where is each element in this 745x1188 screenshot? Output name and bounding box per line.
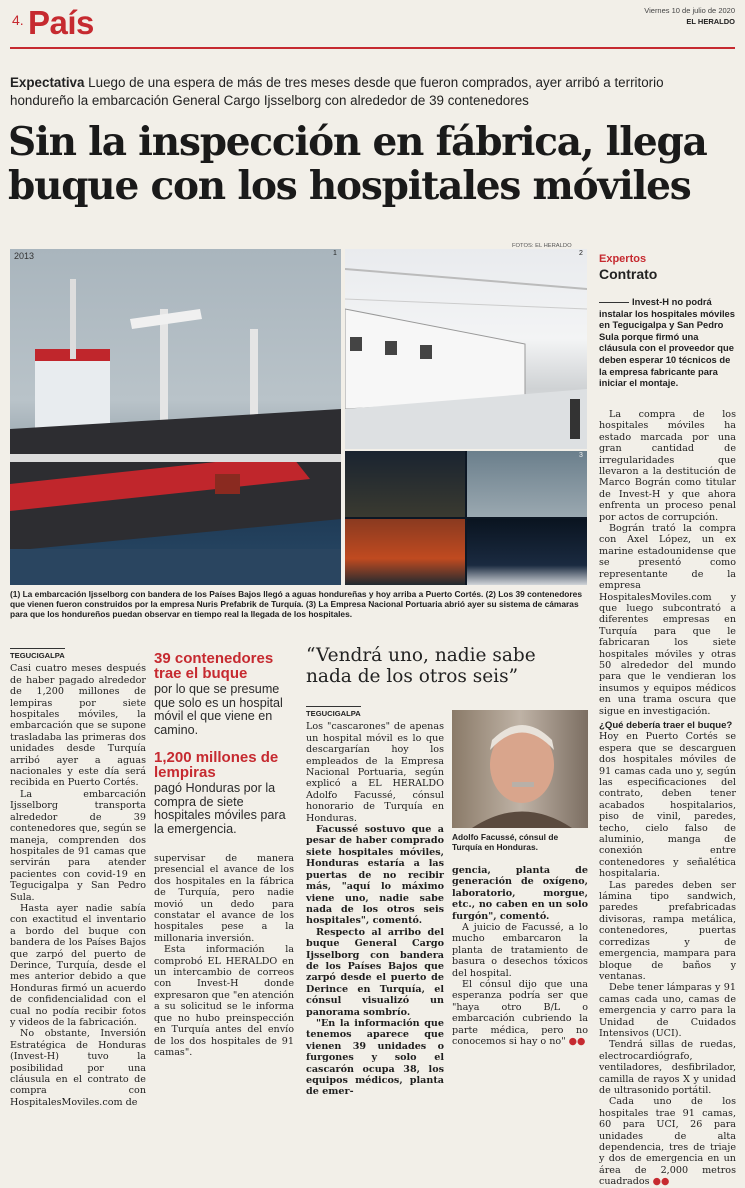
experts-text: [599, 296, 735, 389]
col1-paragraph-4: No obstante, Inversión Estratégica de Honduras (Invest-H) tuvo la posibilidad por una cláusula en el contrato de compra con HospitalesMoviles.com de: [10, 1028, 146, 1108]
page-number: 4.: [12, 12, 24, 28]
camera-view-3: [345, 519, 465, 585]
stat-1-title: 39 contenedores trae el buque: [154, 650, 274, 682]
camera-views-photo: [345, 451, 587, 585]
photo-credit: FOTOS: EL HERALDO: [512, 243, 572, 249]
col2-paragraph-1: supervisar de manera presencial el avance de los dos hospitales en la fábrica de Turquía, pero nadie movió un dedo para constatar el avance de los hospitales pese a la millonaria inversión.: [154, 853, 294, 944]
kicker-label: Expectativa: [10, 75, 85, 90]
col3-paragraph-2: Facussé sostuvo que a pesar de haber comprado siete hospitales móviles, Honduras estaría a las puertas de no recibir más, "aquí lo máximo viene uno, nadie sabe nada de los otros seis hospitales", comentó.: [306, 824, 444, 927]
right-paragraph-7: [599, 1096, 736, 1187]
kicker: [10, 74, 690, 109]
col1-paragraph-1: Casi cuatro meses después de haber pagado alrededor de 1,200 millones de lempiras por siete hospitales móviles, la embarcación que se supone trasladaba las primeras dos unidades desde Turquía arribó ayer a aguas nacionales y este día será recibida en Puerto Cortés.: [10, 663, 146, 789]
col3-paragraph-1: Los "cascarones" de apenas un hospital móvil es lo que descargarían hoy los empleados de la Empresa Nacional Portuaria, según explicó a EL HERALDO Adolfo Facussé, cónsul honorario de Turquía en Honduras.: [306, 721, 444, 824]
portrait-caption: Adolfo Facussé, cónsul de Turquía en Honduras.: [452, 832, 559, 853]
experts-body: Invest-H no podrá instalar los hospitales móviles en Tegucigalpa y San Pedro Sula porque firmó una cláusula con el proveedor que deben esperar 10 técnicos de la empresa fabricante para iniciar el montaje.: [599, 296, 735, 389]
portrait-photo: [452, 710, 588, 828]
experts-rule: [599, 302, 629, 303]
ship-illustration: [10, 249, 341, 585]
photo-number-2: 2: [579, 250, 583, 257]
paper-name: EL HERALDO: [686, 17, 735, 26]
dateline-1: TEGUCIGALPA: [10, 648, 65, 661]
warehouse-photo: [345, 249, 587, 449]
camera-view-4: [467, 519, 587, 585]
headline-line-2: buque con los hospitales móviles: [8, 163, 691, 209]
col4-paragraph-3-text: El cónsul dijo que una esperanza podría ser que "haya otro B/L o embarcación cubriendo la parte médica, pero no conocemos si hay o no": [452, 979, 588, 1048]
stat-2-title: 1,200 millones de lempiras: [154, 749, 279, 781]
column-4: [452, 865, 588, 1048]
camera-view-1: [345, 451, 465, 517]
right-column: [599, 409, 736, 1188]
experts-kicker: Expertos: [599, 253, 647, 265]
experts-title: Contrato: [599, 266, 658, 282]
column-3: [306, 706, 444, 1098]
photo-year-tag: 2013: [14, 251, 35, 261]
stat-1-text: por lo que se presume que solo es un hospital móvil el que viene en camino.: [154, 682, 283, 737]
col4-paragraph-1: gencia, planta de generación de oxígeno, laboratorio, morgue, etc., no caben en un solo furgón", comentó.: [452, 865, 588, 922]
ship-photo: [10, 249, 341, 585]
col3-paragraph-3: Respecto al arribo del buque General Cargo Ijsselborg con bandera de los Países Bajos que zarpó desde el puerto de Derince en Turquía, el cónsul visualizó un panorama sombrío.: [306, 926, 444, 1018]
col1-paragraph-3: Hasta ayer nadie sabía con exactitud el inventario a bordo del buque con bandera de los Países Bajos que zarpó del puerto de Derince, Turquía, desde el mes anterior debido a que Honduras firmó un acuerdo de confidencialidad con el cual no podía recibir fotos y videos de la fabricación.: [10, 902, 146, 1028]
issue-date: Viernes 10 de julio de 2020: [644, 6, 735, 15]
kicker-text: Luego de una espera de más de tres meses desde que fueron comprados, ayer arribó a territorio hondureño la embarcación General Cargo Ijsselborg con alrededor de 39 contenedores: [10, 75, 664, 108]
dateline-2: TEGUCIGALPA: [306, 706, 361, 719]
right-paragraph-5: Debe tener lámparas y 91 camas cada uno, camas de emergencia y carro para la Unidad de Cuidados Intensivos (UCI).: [599, 982, 736, 1039]
column-1: [10, 648, 146, 1108]
warehouse-illustration: [345, 249, 587, 449]
right-paragraph-1: La compra de los hospitales móviles ha estado marcada por una gran cantidad de irregularidades que llevaron a la destitución de Marco Bográn como titular de Invest-H y que ahora enfrenta un proceso penal por actos de corrupción.: [599, 409, 736, 523]
stat-box-2: [154, 750, 294, 836]
col4-end-mark: ●●: [568, 1036, 586, 1048]
header-rule: [10, 47, 735, 49]
photo-caption: (1) La embarcación Ijsselborg con bandera de los Países Bajos llegó a aguas hondureñas y hoy arriba a Puerto Cortés. (2) Los 39 contenedores que vienen fueron construidos por la empresa Nuris Prefabrik de Turquía. (3) La Empresa Nacional Portuaria abrió ayer su sistema de cámaras para que los hondureños puedan observar en tiempo real la llegada de los hospitales.: [10, 589, 582, 620]
right-paragraph-4: Las paredes deben ser lámina tipo sandwich, paredes prefabricadas divisoras, rampa metálica, contenedores, puertas corredizas y de emergencia, mampara para bloque de baños y ventanas.: [599, 879, 736, 982]
right-end-mark: ●●: [652, 1176, 670, 1188]
stat-2-text: pagó Honduras por la compra de siete hospitales móviles para la emergencia.: [154, 781, 286, 836]
right-subhead: ¿Qué debería traer el buque?: [599, 719, 733, 731]
col1-paragraph-2: La embarcación Ijsselborg transporta alrededor de 39 contenedores que, según se maneja, comprenden dos hospitales de 91 camas que servirán para atender pacientes con covid-19 en Tegucigalpa y San Pedro Sula.: [10, 788, 146, 903]
right-paragraph-3: Hoy en Puerto Cortés se espera que se descarguen dos hospitales móviles de 91 camas cada uno y, según las especificaciones del contrato, deben tener acabados hospitalarios, piso de vinil, paredes, techo, cielo falso de aluminio, manga de conexión entre contenedores y señalética hospitalaria.: [599, 731, 736, 880]
headline-line-1: Sin la inspección en fábrica, llega: [8, 119, 707, 165]
right-paragraph-2: Bográn trató la compra con Axel López, un ex marine estadounidense que se presentó como representante de la empresa HospitalesMoviles.com y que luego subcontrató a diferentes empresas en Turquía para que le fabricaran los siete hospitales móviles y otras 50 alrededor del mundo para que le vendieran los insumos y equipos médicos en una trama oscura que sigue en investigación.: [599, 523, 736, 717]
col2-paragraph-2: Esta información la comprobó EL HERALDO en un intercambio de correos con Invest-H donde expresaron que "en atención a su solicitud se le informa que no hubo preinspección en Turquía antes del envío de los dos hospitales de 91 camas".: [154, 944, 294, 1058]
col3-paragraph-4: "En la información que tenemos aparece que vienen 39 unidades o furgones y solo el cascarón ocupa 38, los equipos médicos, planta de emer-: [306, 1017, 444, 1098]
column-2: [154, 853, 294, 1058]
photo-number-1: 1: [333, 250, 337, 257]
col4-paragraph-3: [452, 979, 588, 1047]
section-title: País: [28, 4, 94, 41]
headline: [8, 120, 740, 208]
photo-number-3: 3: [579, 452, 583, 459]
col4-paragraph-2: A juicio de Facussé, a lo mucho embarcaron la planta de tratamiento de basura o desechos tóxicos del hospital.: [452, 922, 588, 979]
portrait-illustration: [452, 710, 588, 828]
stat-box-1: [154, 651, 294, 737]
camera-view-2: [467, 451, 587, 517]
right-paragraph-7-text: Cada uno de los hospitales trae 91 camas, 60 para UCI, 26 para unidades de alta dependencia, tres de triaje y dos de emergencia en un área de 2,000 metros cuadrados: [599, 1096, 736, 1188]
pull-quote: “Vendrá uno, nadie sabe nada de los otros seis”: [306, 645, 536, 687]
right-paragraph-6: Tendrá sillas de ruedas, electrocardiógrafo, ventiladores, desfibrilador, camilla de rayos X y unidad de ultrasonido portátil.: [599, 1039, 736, 1096]
